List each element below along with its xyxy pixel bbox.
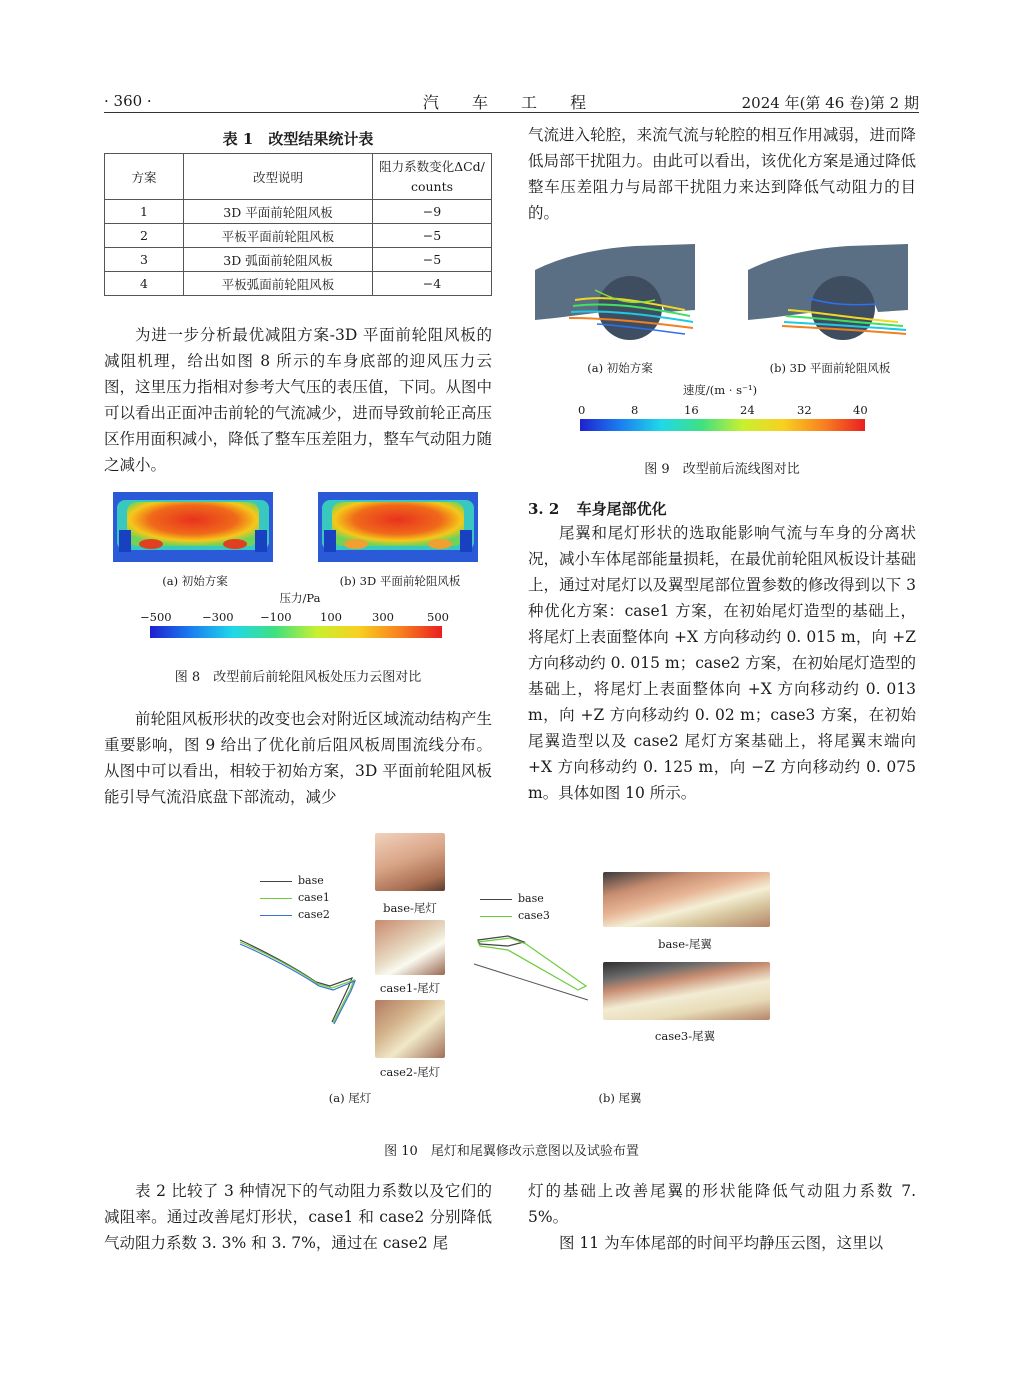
right-paragraph-1 [528, 122, 916, 226]
colorbar-tick: 32 [797, 403, 812, 417]
table1-header-desc: 改型说明 [184, 154, 373, 200]
table-row [105, 272, 492, 296]
left-paragraph-2 [104, 706, 492, 810]
table-cell: 3D 平面前轮阻风板 [184, 200, 373, 224]
table1-header-cd-line1: 阻力系数变化ΔCd/ [379, 158, 485, 174]
page-number: · 360 · [104, 92, 152, 110]
legend-swatch [480, 899, 512, 900]
paragraph-text: 气流进入轮腔，来流气流与轮腔的相互作用减弱，进而降低局部干扰阻力。由此可以看出，该优化方案是通过降低整车压差阻力与局部干扰阻力来达到降低气动阻力的目的。 [528, 126, 916, 222]
legend-label: base [518, 892, 544, 905]
colorbar-tick: 8 [631, 403, 639, 417]
fig9-subcaption-b: (b) 3D 平面前轮阻风板 [769, 361, 891, 375]
paragraph-text: 为进一步分析最优减阻方案-3D 平面前轮阻风板的减阻机理，给出如图 8 所示的车身底部的迎风压力云图，这里压力指相对参考大气压的表压值，下同。从图中可以看出正面冲击前轮的气流减少，进而导致前轮正高压区作用面积减小，降低了整车压差阻力，整车气动阻力随之减小。 [104, 326, 492, 474]
fig10-taillight-profiles [236, 930, 366, 1025]
table-cell: 2 [105, 224, 184, 248]
fig9-image-b [748, 240, 908, 340]
table-cell: −4 [373, 272, 492, 296]
right-paragraph-2 [528, 520, 916, 806]
fig8-colorbar [150, 626, 442, 638]
fig9-image-a [535, 240, 695, 340]
table-cell: 3 [105, 248, 184, 272]
legend-swatch [260, 881, 292, 882]
legend-swatch [480, 916, 512, 917]
colorbar-tick: 16 [684, 403, 699, 417]
bottom-right-paragraphs [528, 1178, 916, 1256]
table-cell: −5 [373, 248, 492, 272]
left-paragraph-1 [104, 322, 492, 478]
table1 [104, 153, 492, 296]
paragraph-text: 尾翼和尾灯形状的选取能影响气流与车身的分离状况，减小车体尾部能量损耗，在最优前轮阻风板设计基础上，通过对尾灯以及翼型尾部位置参数的修改得到以下 3 种优化方案：case1 方案，在初始尾灯造型的基础上，将尾灯上表面整体向 +X 方向移动约 0. 015 m，向 +Z 方向移动约 0. 015 m；case2 方案，在初始尾灯造型的基础上，将尾灯上表面整体向 +X 方向移动约 0. 013 m，向 +Z 方向移动约 0. 02 m；case3 方案，在初始尾翼造型以及 case2 尾灯方案基础上，将尾翼末端向 +X 方向移动约 0. 125 m，向 −Z 方向移动约 0. 075 m。具体如图 10 所示。 [528, 524, 916, 802]
section-title: 车身尾部优化 [576, 500, 667, 518]
table-cell: 3D 弧面前轮阻风板 [184, 248, 373, 272]
fig9-colorbar [580, 419, 865, 431]
table1-header-cd [373, 154, 492, 200]
paragraph-text: 图 11 为车体尾部的时间平均静压云图，这里以 [559, 1234, 884, 1252]
table-cell: 平板平面前轮阻风板 [184, 224, 373, 248]
photo-label: base-尾翼 [658, 937, 712, 951]
page-header [104, 88, 919, 113]
table1-header-scheme: 方案 [105, 154, 184, 200]
photo-case1-taillight [375, 920, 445, 975]
colorbar-tick: 0 [578, 403, 586, 417]
table-cell: −9 [373, 200, 492, 224]
legend-label: base [298, 874, 324, 887]
legend-label: case3 [518, 909, 550, 922]
fig10-legend-a [258, 874, 338, 924]
fig8-image-a [113, 492, 273, 562]
fig9-subcaption-a: (a) 初始方案 [587, 361, 653, 375]
colorbar-tick: 500 [427, 610, 449, 624]
section-number: 3. 2 [528, 500, 560, 518]
paragraph-text: 灯的基础上改善尾翼的形状能降低气动阻力系数 7. 5%。 [528, 1182, 916, 1226]
colorbar-tick: −100 [260, 610, 292, 624]
fig8-subcaption-b: (b) 3D 平面前轮阻风板 [339, 574, 461, 588]
fig9-colorbar-title: 速度/(m · s⁻¹) [682, 383, 758, 397]
table-cell: −5 [373, 224, 492, 248]
bottom-left-paragraph [104, 1178, 492, 1256]
paragraph-text: 表 2 比较了 3 种情况下的气动阻力系数以及它们的减阻率。通过改善尾灯形状，case1 和 case2 分别降低气动阻力系数 3. 3% 和 3. 7%，通过在 case2 尾 [104, 1182, 492, 1252]
fig9-colorbar-ticks [575, 403, 875, 419]
legend-swatch [260, 915, 292, 916]
table-cell: 4 [105, 272, 184, 296]
paragraph-text: 前轮阻风板形状的改变也会对附近区域流动结构产生重要影响，图 9 给出了优化前后阻风板周围流线分布。从图中可以看出，相较于初始方案，3D 平面前轮阻风板能引导气流沿底盘下部流动，减少 [104, 710, 492, 806]
photo-label: case2-尾灯 [379, 1065, 441, 1079]
fig10-subcaption-a: (a) 尾灯 [328, 1091, 372, 1105]
fig9-caption: 图 9 改型前后流线图对比 [644, 462, 800, 477]
legend-label: case1 [298, 891, 330, 904]
section-heading [528, 498, 916, 519]
colorbar-tick: 40 [853, 403, 868, 417]
photo-label: case1-尾灯 [379, 981, 441, 995]
table-row [105, 248, 492, 272]
table-cell: 平板弧面前轮阻风板 [184, 272, 373, 296]
fig10-legend-b [478, 892, 558, 928]
fig10-wing-profiles [468, 928, 598, 1006]
table1-header-cd-line2: counts [410, 178, 454, 194]
fig10-caption: 图 10 尾灯和尾翼修改示意图以及试验布置 [384, 1144, 639, 1159]
colorbar-tick: 24 [740, 403, 755, 417]
table-row [105, 200, 492, 224]
photo-base-taillight [375, 833, 445, 891]
fig10-subcaption-b: (b) 尾翼 [598, 1091, 642, 1105]
fig8-colorbar-ticks [140, 610, 455, 626]
table-row [105, 224, 492, 248]
fig8-image-b [318, 492, 478, 562]
photo-case3-wing [603, 962, 770, 1020]
legend-label: case2 [298, 908, 330, 921]
table-cell: 1 [105, 200, 184, 224]
photo-label: case3-尾翼 [654, 1029, 716, 1043]
journal-title: 汽 车 工 程 [422, 93, 601, 112]
photo-label: base-尾灯 [383, 901, 437, 915]
photo-base-wing [603, 872, 770, 927]
table1-title: 表 1 改型结果统计表 [222, 130, 374, 148]
colorbar-tick: −300 [202, 610, 234, 624]
fig8-subcaption-a: (a) 初始方案 [162, 574, 228, 588]
fig8-caption: 图 8 改型前后前轮阻风板处压力云图对比 [174, 670, 422, 685]
colorbar-tick: −500 [140, 610, 172, 624]
colorbar-tick: 300 [372, 610, 394, 624]
issue-info: 2024 年(第 46 卷)第 2 期 [741, 94, 919, 112]
colorbar-tick: 100 [320, 610, 342, 624]
legend-swatch [260, 898, 292, 899]
photo-case2-taillight [375, 1000, 445, 1058]
fig8-colorbar-title: 压力/Pa [279, 591, 321, 605]
